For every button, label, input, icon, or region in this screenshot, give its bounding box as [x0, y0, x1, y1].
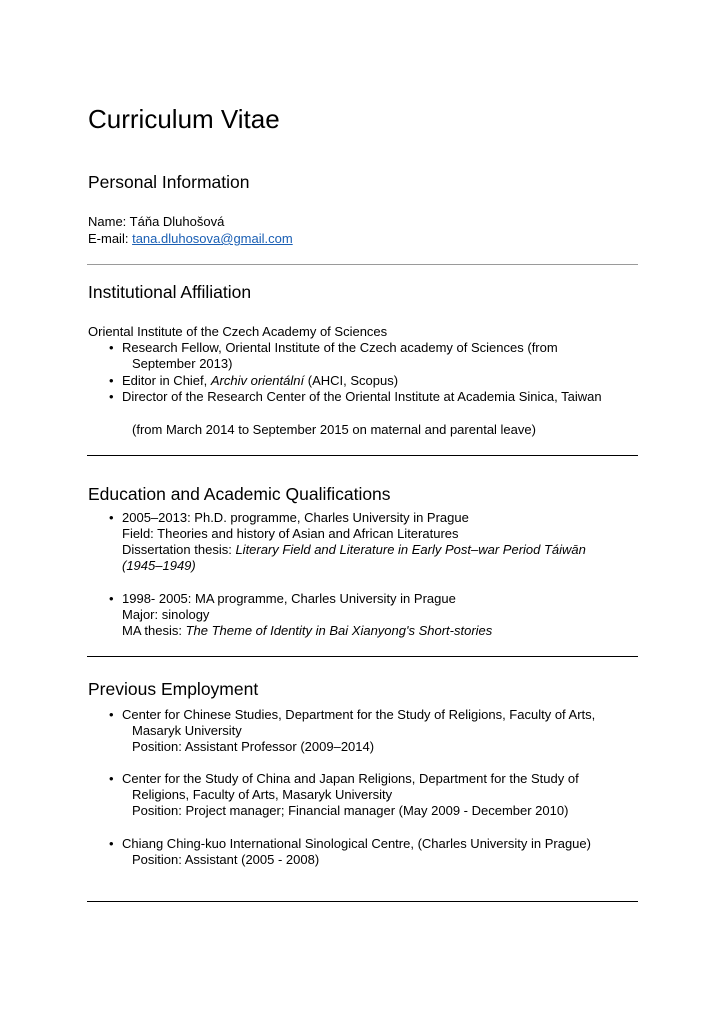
email-line	[88, 231, 293, 247]
job-2-line-1: Center for the Study of China and Japan Religions, Department for the Study of	[122, 771, 579, 786]
section-heading-institutional: Institutional Affiliation	[88, 282, 252, 302]
affiliation-item-3: Director of the Research Center of the Oriental Institute at Academia Sinica, Taiwan	[122, 389, 602, 404]
leave-note: (from March 2014 to September 2015 on maternal and parental leave)	[132, 422, 536, 437]
phd-line-1: 2005–2013: Ph.D. programme, Charles University in Prague	[122, 510, 469, 525]
section-divider	[87, 264, 638, 265]
section-divider	[87, 455, 638, 456]
phd-line-2: Field: Theories and history of Asian and African Literatures	[122, 526, 459, 541]
name-line: Name: Táňa Dluhošová	[88, 214, 225, 229]
ma-thesis-label: MA thesis:	[122, 623, 182, 638]
affiliation-item-1-line-1: Research Fellow, Oriental Institute of the Czech academy of Sciences (from	[122, 340, 558, 355]
section-heading-employment: Previous Employment	[88, 679, 259, 699]
job-1-line-3: Position: Assistant Professor (2009–2014)	[132, 739, 375, 754]
phd-line-4	[122, 558, 196, 574]
affiliation-item-2-prefix: Editor in Chief,	[122, 373, 208, 388]
bullet-icon: •	[109, 591, 114, 606]
job-3-line-2: Position: Assistant (2005 - 2008)	[132, 852, 320, 867]
ma-line-3	[122, 623, 492, 639]
section-divider	[87, 656, 638, 657]
ma-line-1: 1998- 2005: MA programme, Charles University in Prague	[122, 591, 456, 606]
email-link[interactable]: tana.dluhosova@gmail.com	[132, 231, 293, 246]
phd-line-3	[122, 542, 586, 558]
affiliation-item-2-suffix: (AHCI, Scopus)	[307, 373, 399, 388]
phd-thesis-label: Dissertation thesis:	[122, 542, 232, 557]
affiliation-item-2	[122, 373, 398, 389]
section-heading-personal: Personal Information	[88, 172, 250, 192]
job-3-line-1: Chiang Ching-kuo International Sinological Centre, (Charles University in Prague)	[122, 836, 591, 851]
ma-line-2: Major: sinology	[122, 607, 210, 622]
bullet-icon: •	[109, 373, 114, 388]
phd-thesis-title: Literary Field and Literature in Early Post–war Period Táiwān	[235, 542, 586, 557]
email-label: E-mail:	[88, 231, 129, 246]
bullet-icon: •	[109, 510, 114, 525]
job-2-line-2: Religions, Faculty of Arts, Masaryk University	[132, 787, 393, 802]
journal-title: Archiv orientální	[210, 373, 305, 388]
bullet-icon: •	[109, 771, 114, 786]
bullet-icon: •	[109, 836, 114, 851]
phd-thesis-title-cont: (1945–1949)	[122, 558, 196, 573]
bullet-icon: •	[109, 340, 114, 355]
job-1-line-1: Center for Chinese Studies, Department for the Study of Religions, Faculty of Arts,	[122, 707, 596, 722]
page-title: Curriculum Vitae	[88, 104, 280, 134]
section-divider	[87, 901, 638, 902]
bullet-icon: •	[109, 707, 114, 722]
institution-name: Oriental Institute of the Czech Academy of Sciences	[88, 324, 388, 339]
job-1-line-2: Masaryk University	[132, 723, 242, 738]
section-heading-education: Education and Academic Qualifications	[88, 484, 391, 504]
ma-thesis-title: The Theme of Identity in Bai Xianyong's Short-stories	[185, 623, 493, 638]
affiliation-item-1-line-2: September 2013)	[132, 356, 233, 371]
bullet-icon: •	[109, 389, 114, 404]
job-2-line-3: Position: Project manager; Financial manager (May 2009 - December 2010)	[132, 803, 569, 818]
